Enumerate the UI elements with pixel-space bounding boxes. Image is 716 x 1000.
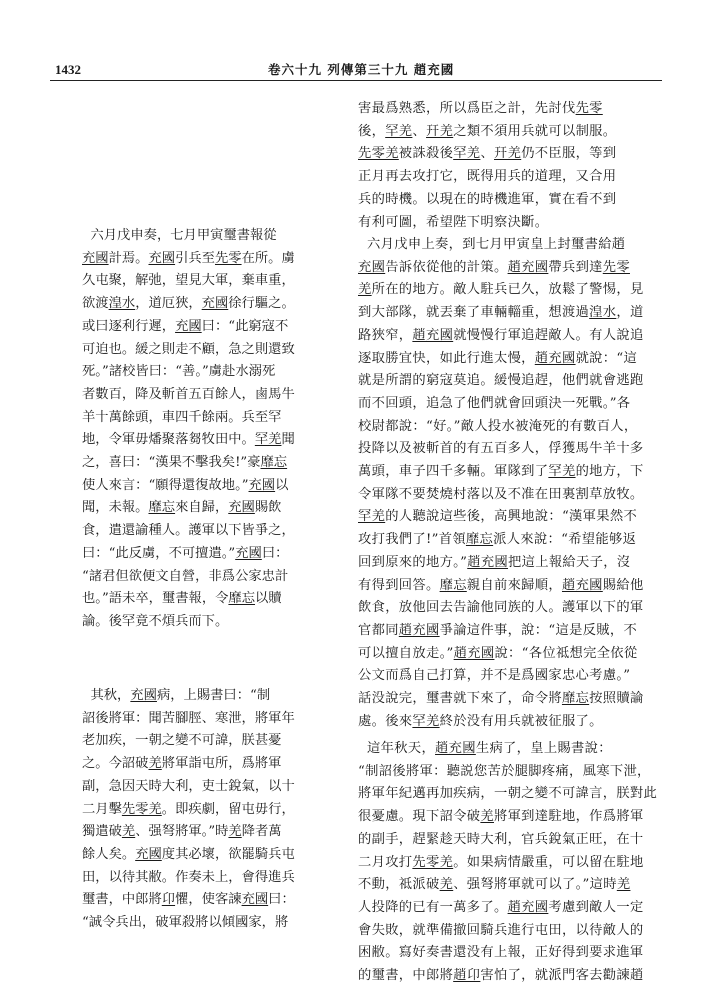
proper-name-underline: 充國 xyxy=(135,846,162,862)
proper-name-underline: 卬 xyxy=(161,892,176,908)
text-line: 害最爲熟悉，所以爲臣之計，先討伐先零 xyxy=(358,101,603,116)
text-line: 校尉都說：“好。”敵人投水被淹死的有數百人， xyxy=(358,418,638,434)
running-head: 卷六十九 列傳第三十九 趙充國 xyxy=(268,62,455,77)
text-line: 二月攻打先零羌。如果病情嚴重，可以留在駐地 xyxy=(358,854,644,870)
text-line: 充國計焉。充國引兵至先零在所。虜 xyxy=(82,250,295,266)
text-line: 投降以及被斬首的有五百多人，俘獲馬牛羊十多 xyxy=(358,441,644,457)
text-line: 之。今詔破羌將軍詣屯所，爲將軍 xyxy=(82,756,282,772)
proper-name-underline: 羌 xyxy=(439,877,454,893)
text-line: 可迫也。緩之則走不顧，急之則還致 xyxy=(82,341,295,357)
proper-name-underline: 充國 xyxy=(148,250,176,266)
text-line: 的副手，趕緊趁天時大利，官兵銳氣正旺，在十 xyxy=(358,831,644,847)
proper-name-underline: 靡忘 xyxy=(148,500,176,516)
text-line: 食，遣還諭種人。護軍以下皆爭之， xyxy=(82,523,295,539)
text-line: 兵的時機。以現在的時機進軍，實在看不到 xyxy=(358,191,617,207)
text-line: 充國告訴依從他的計策。趙充國帶兵到達先零 xyxy=(358,259,630,275)
translation-paragraph-3 xyxy=(358,738,670,988)
proper-name-underline: 趙充國 xyxy=(561,577,603,593)
proper-name-underline: 先零羌 xyxy=(121,801,162,817)
proper-name-underline: 羌 xyxy=(148,756,162,772)
proper-name-underline: 趙充國 xyxy=(507,899,549,915)
text-line: 逐取勝宜快，如此行進太慢，趙充國就說：“這 xyxy=(358,350,638,366)
text-line: 地，令軍毋燔聚落芻牧田中。罕羌聞 xyxy=(82,432,295,448)
proper-name-underline: 湟水 xyxy=(589,305,617,321)
text-line: 二月擊先零羌。即疾劇，留屯毋行， xyxy=(82,801,295,817)
proper-name-underline: 幵羌 xyxy=(426,123,454,139)
text-line: 曰：“此反虜，不可擅遣。”充國曰： xyxy=(82,545,289,561)
proper-name-underline: 靡忘 xyxy=(260,455,288,471)
text-line: 話没說完，璽書就下來了，命令將靡忘按照贖論 xyxy=(358,691,644,707)
text-line: 而不回頭，追急了他們就會回頭決一死戰。”各 xyxy=(358,395,631,411)
proper-name-underline: 罕羌 xyxy=(385,123,413,139)
text-line: 的璽書，中郎將趙卬害怕了，就派門客去勸諫趙 xyxy=(358,968,644,984)
text-line: 官都同趙充國爭論這件事，說：“這是反賊，不 xyxy=(358,622,638,638)
proper-name-underline: 罕羌 xyxy=(412,713,440,729)
text-line: 罕羌的人聽說這些後，高興地說：“漢軍果然不 xyxy=(358,509,638,525)
proper-name-underline: 先零 xyxy=(575,101,603,116)
proper-name-underline: 罕羌 xyxy=(358,509,386,525)
text-line: 或曰逐利行遲，充國曰：“此窮寇不 xyxy=(82,318,289,334)
proper-name-underline: 靡忘 xyxy=(439,577,467,593)
text-line: 欲渡湟水，道厄狹，充國徐行驅之。 xyxy=(82,296,295,312)
text-line: 困敝。寫好奏書還没有上報，正好得到要求進軍 xyxy=(358,945,644,961)
text-line: 使人來言：“願得還復故地。”充國以 xyxy=(82,477,289,493)
original-paragraph-1 xyxy=(82,225,334,634)
text-line: 論。後罕竟不煩兵而下。 xyxy=(82,613,229,629)
text-line: 詔後將軍：聞苦腳脛、寒泄，將軍年 xyxy=(82,710,295,726)
proper-name-underline: 先零 xyxy=(214,250,242,266)
text-line: 將軍年紀邁再加疾病，一朝之變不可諱言，朕對此 xyxy=(358,786,658,802)
proper-name-underline: 羌 xyxy=(358,282,372,298)
proper-name-underline: 趙卬 xyxy=(453,968,481,984)
text-line: 攻打我們了!”首領靡忘派人來說：“希望能够返 xyxy=(358,532,637,548)
proper-name-underline: 先零羌 xyxy=(358,146,399,162)
proper-name-underline: 趙充國 xyxy=(534,350,576,366)
text-line: 也。”語未卒，璽書報，令靡忘以贖 xyxy=(82,591,282,607)
text-line: 副，急因天時大利，吏士銳氣，以十 xyxy=(82,778,295,794)
text-line: 先零羌被誅殺後罕羌、幵羌仍不臣服，等到 xyxy=(358,146,617,162)
text-line: 者數百，降及斬首五百餘人，鹵馬牛 xyxy=(82,386,295,402)
text-line: 到大部隊，就丟棄了車輛輜重，想渡過湟水，道 xyxy=(358,305,644,321)
proper-name-underline: 罕羌 xyxy=(453,146,481,162)
text-line: 羌所在的地方。敵人駐兵已久，放鬆了警惕，見 xyxy=(358,282,644,298)
text-line: 羊十萬餘頭，車四千餘兩。兵至罕 xyxy=(82,409,282,425)
text-line: “誠令兵出，破軍殺將以傾國家，將 xyxy=(82,915,289,931)
proper-name-underline: 羌 xyxy=(121,824,136,840)
text-line: 回到原來的地方。”趙充國把這上報給天子，沒 xyxy=(358,554,631,570)
text-line: 正月再去攻打它，既得用兵的道理，又合用 xyxy=(358,169,617,185)
text-line: “諸君但欲便文自營，非爲公家忠計 xyxy=(82,568,289,584)
text-line: 不動，祗派破羌、强弩將軍就可以了。”這時羌 xyxy=(358,877,631,893)
proper-name-underline: 趙充國 xyxy=(398,622,440,638)
text-line: 會失敗，就準備撤回騎兵進行屯田，以待敵人的 xyxy=(358,922,644,938)
proper-name-underline: 羌 xyxy=(616,877,631,893)
proper-name-underline: 趙充國 xyxy=(507,259,549,275)
proper-name-underline: 充國 xyxy=(358,259,386,275)
text-line: 令軍隊不要焚燒村落以及不准在田裏割草放牧。 xyxy=(358,486,644,502)
header-rule xyxy=(50,80,662,81)
proper-name-underline: 充國 xyxy=(175,318,202,334)
page-number: 1432 xyxy=(55,62,81,77)
text-line: 田，以待其敝。作奏未上，會得進兵 xyxy=(82,869,295,885)
proper-name-underline: 充國 xyxy=(241,892,269,908)
text-line: 後，罕羌、幵羌之類不須用兵就可以制服。 xyxy=(358,123,617,139)
text-line: 有得到回答。靡忘親自前來歸順，趙充國賜給他 xyxy=(358,577,644,593)
text-line: 萬頭，車子四千多輛。軍隊到了罕羌的地方，下 xyxy=(358,464,644,480)
proper-name-underline: 羌 xyxy=(480,809,494,825)
text-line: “制詔後將軍：聽説您苦於腿脚疼痛，風寒下泄， xyxy=(358,763,651,779)
text-line: 很憂慮。現下詔令破羌將軍到達駐地，作爲將軍 xyxy=(358,809,644,825)
proper-name-underline: 充國 xyxy=(235,545,262,561)
text-line: 璽書，中郎將卬懼，使客諫充國曰： xyxy=(82,892,295,908)
original-paragraph-2 xyxy=(82,685,334,935)
proper-name-underline: 靡忘 xyxy=(561,691,590,707)
proper-name-underline: 趙充國 xyxy=(467,554,509,570)
text-line: 久屯聚，解弛，望見大軍，棄車重， xyxy=(82,273,295,289)
proper-name-underline: 趙充國 xyxy=(435,741,476,756)
text-line: 處。後來罕羌終於没有用兵就被征服了。 xyxy=(358,713,603,729)
translation-paragraph-2 xyxy=(358,234,670,733)
text-line: 聞，未報。靡忘來自歸，充國賜飲 xyxy=(82,500,282,516)
proper-name-underline: 幵羌 xyxy=(494,146,522,162)
proper-name-underline: 充國 xyxy=(130,688,157,703)
text-line: 餘人矣。充國度其必壞，欲罷騎兵屯 xyxy=(82,846,295,862)
proper-name-underline: 充國 xyxy=(248,477,276,493)
text-line: 這年秋天，趙充國生病了，皇上賜書說： xyxy=(358,741,612,756)
translation-paragraph-1 xyxy=(358,98,670,234)
proper-name-underline: 先零 xyxy=(602,259,630,275)
proper-name-underline: 充國 xyxy=(82,250,109,266)
text-line: 老加疾，一朝之變不可諱，朕甚憂 xyxy=(82,733,282,749)
text-line: 路狹窄，趙充國就慢慢行軍追趕敵人。有人說追 xyxy=(358,327,644,343)
proper-name-underline: 靡忘 xyxy=(465,532,494,548)
text-line: 死。”諸校皆曰：“善。”虜赴水溺死 xyxy=(82,364,276,380)
proper-name-underline: 趙充國 xyxy=(453,645,495,661)
text-line: 人投降的已有一萬多了。趙充國考慮到敵人一定 xyxy=(358,899,644,915)
text-line: 有利可圖，希望陛下明察決斷。 xyxy=(358,214,549,230)
proper-name-underline: 湟水 xyxy=(108,296,136,312)
text-line: 公文而爲自己打算，并不是爲國家忠心考慮。” xyxy=(358,668,631,684)
proper-name-underline: 罕羌 xyxy=(548,464,576,480)
text-line: 飲食，放他回去告諭他同族的人。護軍以下的軍 xyxy=(358,600,644,616)
proper-name-underline: 罕羌 xyxy=(254,432,282,448)
proper-name-underline: 羌 xyxy=(228,824,242,840)
text-line: 六月戊申奏，七月甲寅璽書報從 xyxy=(82,228,277,243)
text-line: 之，喜曰：“漢果不擊我矣!”豪靡忘 xyxy=(82,455,288,471)
proper-name-underline: 趙充國 xyxy=(412,327,454,343)
text-line: 六月戊申上奏，到七月甲寅皇上封璽書給趙 xyxy=(358,237,626,252)
proper-name-underline: 充國 xyxy=(228,500,255,516)
text-line: 可以擅自放走。”趙充國說：“各位祗想完全依從 xyxy=(358,645,638,661)
text-line: 其秋，充國病，上賜書曰：“制 xyxy=(82,688,271,703)
proper-name-underline: 靡忘 xyxy=(228,591,256,607)
proper-name-underline: 充國 xyxy=(201,296,229,312)
text-line: 就是所謂的窮寇莫追。緩慢追趕，他們就會逃跑 xyxy=(358,373,644,389)
proper-name-underline: 先零羌 xyxy=(412,854,454,870)
text-line: 獨遣破羌、强弩將軍。”時羌降者萬 xyxy=(82,824,282,840)
